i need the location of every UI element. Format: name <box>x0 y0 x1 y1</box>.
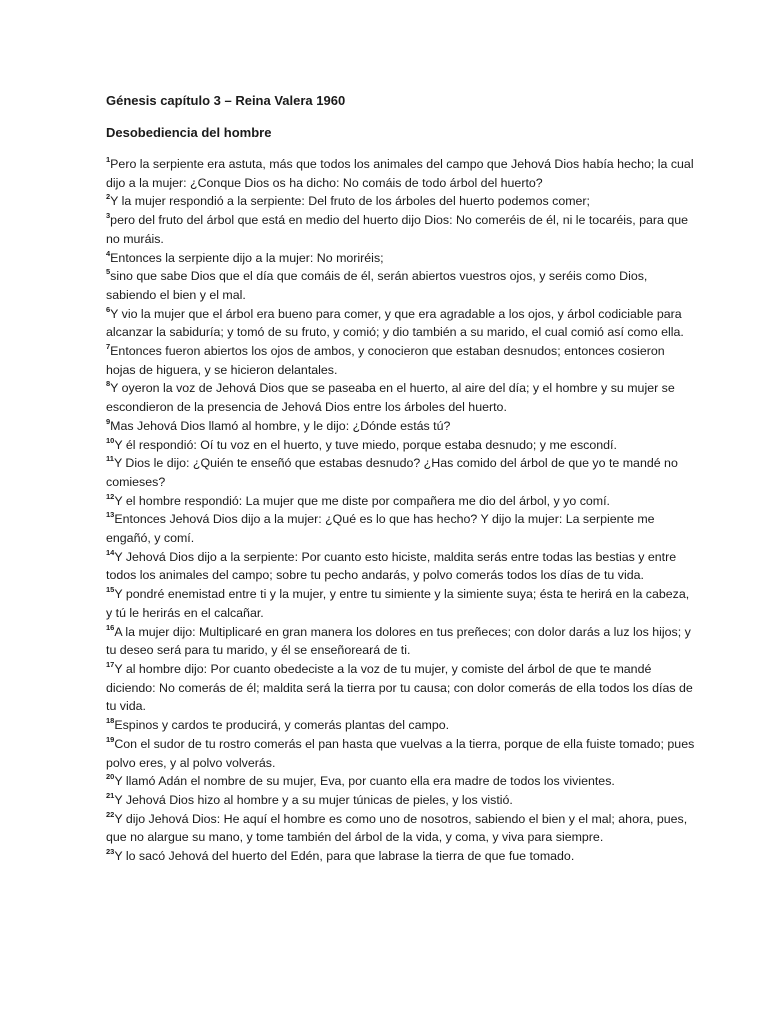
verse-text: A la mujer dijo: Multiplicaré en gran manera los dolores en tus preñeces; con dolor darás a luz los hijos; y tu deseo será para tu marido, y él se enseñoreará de ti. <box>106 624 691 658</box>
verse-22 <box>106 810 696 847</box>
verse-number: 11 <box>106 454 114 464</box>
verse-number: 7 <box>106 342 111 352</box>
verse-text: Y Dios le dijo: ¿Quién te enseñó que estabas desnudo? ¿Has comido del árbol de que yo te mandé no comieses? <box>106 456 678 489</box>
verse-text: Mas Jehová Dios llamó al hombre, y le dijo: ¿Dónde estás tú? <box>110 418 451 433</box>
verse-number: 2 <box>106 192 111 202</box>
verse-8 <box>106 379 696 416</box>
verse-12 <box>106 492 696 511</box>
verse-text: Pero la serpiente era astuta, más que todos los animales del campo que Jehová Dios había hecho; la cual dijo a la mujer: ¿Conque Dios os ha dicho: No comáis de todo árbol del huerto? <box>106 157 694 190</box>
verse-text: sino que sabe Dios que el día que comáis de él, serán abiertos vuestros ojos, y seréis como Dios, sabiendo el bien y el mal. <box>106 269 648 302</box>
verse-text: Y Jehová Dios hizo al hombre y a su mujer túnicas de pieles, y los vistió. <box>114 792 513 807</box>
verse-text: Y lo sacó Jehová del huerto del Edén, para que labrase la tierra de que fue tomado. <box>114 849 575 864</box>
verse-text: Espinos y cardos te producirá, y comerás plantas del campo. <box>114 718 450 733</box>
verse-text: Y al hombre dijo: Por cuanto obedeciste a la voz de tu mujer, y comiste del árbol de que te mandé diciendo: No comerás de él; maldita será la tierra por tu causa; con dolor comerás de ella todos los días de tu vida. <box>106 661 693 714</box>
verse-number: 23 <box>106 847 115 857</box>
verse-1 <box>106 155 696 192</box>
section-heading: Desobediencia del hombre <box>106 125 272 140</box>
verse-18 <box>106 716 696 735</box>
verse-number: 15 <box>106 585 115 595</box>
verse-17 <box>106 660 696 716</box>
verse-number: 6 <box>106 304 111 314</box>
verse-text: Y la mujer respondió a la serpiente: Del fruto de los árboles del huerto podemos comer; <box>110 194 591 209</box>
verse-5 <box>106 267 696 304</box>
verse-number: 5 <box>106 267 111 277</box>
verse-19 <box>106 735 696 772</box>
verse-text: Y él respondió: Oí tu voz en el huerto, y tuve miedo, porque estaba desnudo; y me escondí. <box>114 437 617 452</box>
verse-21 <box>106 791 696 810</box>
verse-number: 19 <box>106 734 115 744</box>
document-page <box>106 92 696 866</box>
verse-23 <box>106 847 696 866</box>
verse-16 <box>106 623 696 660</box>
verse-number: 3 <box>106 211 111 221</box>
verse-number: 8 <box>106 379 111 389</box>
verse-text: Y oyeron la voz de Jehová Dios que se paseaba en el huerto, al aire del día; y el hombre y su mujer se escondieron de la presencia de Jehová Dios entre los árboles del huerto. <box>106 381 675 415</box>
verse-11 <box>106 454 696 491</box>
verse-text: Y el hombre respondió: La mujer que me diste por compañera me dio del árbol, y yo comí. <box>114 493 610 508</box>
verse-4 <box>106 249 696 268</box>
verse-15 <box>106 585 696 622</box>
verse-number: 18 <box>106 716 115 726</box>
verse-text: Con el sudor de tu rostro comerás el pan hasta que vuelvas a la tierra, porque de ella fuiste tomado; pues polvo eres, y al polvo volverás. <box>106 736 695 770</box>
verse-text: Y llamó Adán el nombre de su mujer, Eva, por cuanto ella era madre de todos los vivientes. <box>114 774 615 789</box>
verse-number: 17 <box>106 659 115 669</box>
verse-number: 9 <box>106 416 111 426</box>
document-title: Génesis capítulo 3 – Reina Valera 1960 <box>106 93 346 108</box>
verse-text: pero del fruto del árbol que está en medio del huerto dijo Dios: No comeréis de él, ni le tocaréis, para que no muráis. <box>106 213 689 246</box>
verse-number: 16 <box>106 622 115 632</box>
verse-text: Entonces fueron abiertos los ojos de ambos, y conocieron que estaban desnudos; entonces cosieron hojas de higuera, y se hicieron delantales. <box>106 344 665 377</box>
verse-text: Y vio la mujer que el árbol era bueno para comer, y que era agradable a los ojos, y árbol codiciable para alcanzar la sabiduría; y tomó de su fruto, y comió; y dio también a su marido, el cual comió así como ella. <box>106 306 684 340</box>
verse-6 <box>106 305 696 342</box>
verse-13 <box>106 510 696 547</box>
verse-10 <box>106 436 696 455</box>
verse-list <box>106 155 696 866</box>
verse-number: 20 <box>106 772 115 782</box>
verse-number: 22 <box>106 809 115 819</box>
verse-2 <box>106 192 696 211</box>
verse-number: 14 <box>106 547 115 557</box>
verse-20 <box>106 772 696 791</box>
verse-number: 4 <box>106 248 111 258</box>
verse-text: Y dijo Jehová Dios: He aquí el hombre es como uno de nosotros, sabiendo el bien y el mal; ahora, pues, que no alargue su mano, y tome también del árbol de la vida, y coma, y viva para siempre. <box>106 811 688 845</box>
verse-number: 21 <box>106 790 115 800</box>
verse-text: Y pondré enemistad entre ti y la mujer, y entre tu simiente y la simiente suya; ésta te herirá en la cabeza, y tú le herirás en el calcañar. <box>106 587 690 620</box>
verse-3 <box>106 211 696 248</box>
verse-7 <box>106 342 696 379</box>
verse-number: 12 <box>106 491 115 501</box>
verse-text: Y Jehová Dios dijo a la serpiente: Por cuanto esto hiciste, maldita serás entre todas las bestias y entre todos los animales del campo; sobre tu pecho andarás, y polvo comerás todos los días de tu vida. <box>106 549 677 583</box>
verse-number: 10 <box>106 435 115 445</box>
verse-14 <box>106 548 696 585</box>
verse-9 <box>106 417 696 436</box>
verse-text: Entonces Jehová Dios dijo a la mujer: ¿Qué es lo que has hecho? Y dijo la mujer: La serpiente me engañó, y comí. <box>106 512 655 546</box>
verse-number: 1 <box>106 155 111 164</box>
verse-text: Entonces la serpiente dijo a la mujer: No moriréis; <box>110 250 384 265</box>
verse-number: 13 <box>106 510 115 520</box>
